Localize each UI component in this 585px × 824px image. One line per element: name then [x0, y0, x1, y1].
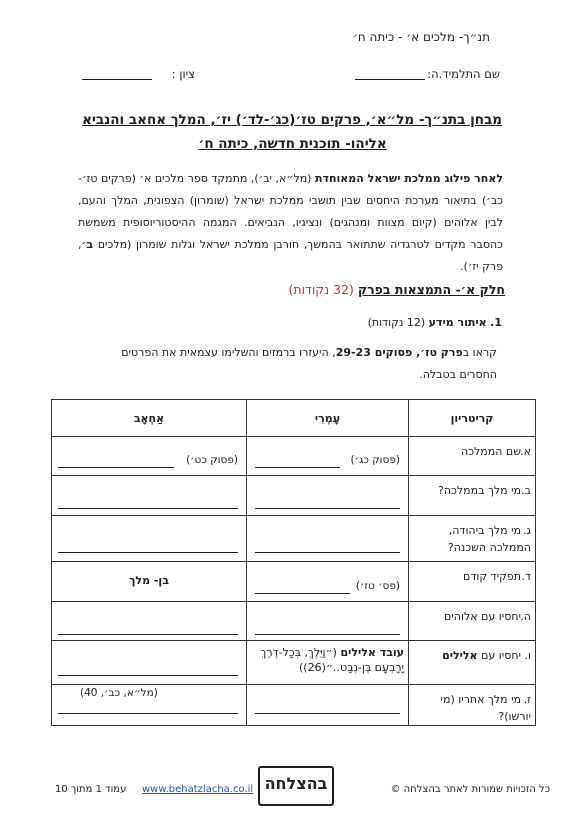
question-1-instructions	[87, 342, 497, 386]
omri-cell	[247, 562, 409, 602]
answer-blank[interactable]	[255, 453, 340, 468]
table-row	[52, 516, 536, 562]
header-criterion: קריטריון	[409, 400, 536, 437]
answer-blank[interactable]	[58, 538, 238, 553]
criterion-cell	[409, 641, 536, 685]
intro-text-2: , פרק יז׳).	[78, 238, 503, 273]
instr-bold: פרק טז׳, פסוקים 29-23	[335, 346, 463, 359]
subject-header: תנ״ך- מלכים א׳ - כיתה ח׳	[352, 30, 490, 44]
instr-pre: קראו ב	[462, 346, 497, 359]
intro-paragraph	[78, 168, 503, 278]
criterion-bold: אלילים	[442, 649, 478, 662]
part-a-title: חלק א׳- התמצאות בפרק	[357, 282, 505, 297]
answer-blank[interactable]	[58, 699, 238, 714]
answer-blank[interactable]	[255, 538, 400, 553]
answer-blank[interactable]	[58, 661, 238, 676]
page-number: עמוד 1 מתוך 10	[55, 784, 127, 795]
site-link[interactable]: www.behatzlacha.co.il	[142, 784, 254, 795]
question-1-points: (12 נקודות)	[367, 316, 426, 329]
instr-post: , היעזרו ברמזים והשלימו עצמאית את הפרטים החסרים בטבלה.	[121, 346, 497, 381]
ahab-verse-note: (מל״א, כב׳, 40)	[80, 687, 158, 699]
grade-field[interactable]	[82, 67, 152, 80]
intro-bold-b: ב׳	[81, 238, 94, 251]
criterion-text: יחסיו עם אלוהים	[444, 610, 521, 623]
ahab-verse-note: (פסוק כט׳)	[186, 454, 238, 466]
table-header-row	[52, 400, 536, 437]
criterion-cell	[409, 437, 536, 476]
omri-idol-quote: (״וַיֵּלֶךְ, בְּכָל-דֶּרֶךְ יָרָבְעָם בֶּן-נְבָט..״(26))	[260, 646, 404, 674]
criterion-text: מי מלך אחריו (מי יורשו)?	[440, 693, 531, 723]
answer-blank[interactable]	[58, 620, 238, 635]
table-row	[52, 602, 536, 641]
criterion-text: תפקיד קודם	[463, 570, 521, 583]
ahab-cell	[52, 602, 247, 641]
question-1-number: 1.	[490, 316, 502, 329]
exam-title-line2: אליהו- תוכנית חדשה, כיתה ח׳	[198, 136, 387, 152]
student-info-row	[60, 67, 500, 85]
omri-verse-note: (פס׳ טז׳)	[355, 580, 400, 592]
exam-title-line1: מבחן בתנ״ך- מל״א׳, פרקים טז׳(כג׳-לד׳) יז׳, המלך אחאב והנביא	[82, 112, 502, 128]
row-letter: ג.	[522, 524, 531, 537]
omri-verse-note: (פסוק כג׳)	[350, 454, 400, 466]
criterion-cell	[409, 516, 536, 562]
header-omri: עָמְרִי	[247, 400, 409, 437]
omri-cell	[247, 602, 409, 641]
intro-bold-start: לאחר פילוג ממלכת ישראל המאוחדת	[314, 172, 503, 185]
answer-blank[interactable]	[255, 699, 400, 714]
row-letter: ו.	[524, 649, 531, 662]
row-letter: א.	[520, 445, 531, 458]
omri-idol-cell	[247, 641, 409, 685]
part-a-points: (32 נקודות)	[288, 282, 354, 297]
header-ahab: אַחְאָב	[52, 400, 247, 437]
criterion-text: שם הממלכה	[461, 445, 521, 458]
omri-cell	[247, 437, 409, 476]
student-name-field[interactable]	[355, 67, 425, 80]
omri-idol-bold: עובד אלילים	[340, 646, 404, 659]
omri-cell	[247, 685, 409, 726]
table-row	[52, 437, 536, 476]
table-row	[52, 685, 536, 726]
ahab-cell	[52, 437, 247, 476]
answer-blank[interactable]	[255, 620, 400, 635]
table-row	[52, 476, 536, 516]
ahab-cell	[52, 476, 247, 516]
grade-label: ציון :	[171, 67, 195, 81]
row-letter: ב.	[521, 484, 531, 497]
answer-blank[interactable]	[58, 494, 238, 509]
criterion-cell	[409, 685, 536, 726]
row-letter: ד.	[521, 570, 531, 583]
question-1-title: איתור מידע	[428, 316, 487, 329]
question-1-heading	[368, 316, 502, 329]
table-row	[52, 562, 536, 602]
intro-text-1: (מל״א, יב׳), מתמקד ספר מלכים א׳ (פרקים טז׳- כב׳) בתיאור מערכת היחסים שבין תושבי ממלכת ישראל (שומרון) הצפונית, המלך והעם, לבין אלוהים (קיום מצוות ומנהגים) ונציגיו, הנביאים. המגמה ההיסטוריוסופית משמשת כהסבר מקדים לטרגדיה שתתואר בהמשך, חורבן ממלכת ישראל וגלות שומרון (מלכים	[78, 172, 503, 251]
answer-blank[interactable]	[255, 579, 350, 594]
omri-cell	[247, 476, 409, 516]
omri-cell	[247, 516, 409, 562]
ahab-cell	[52, 685, 247, 726]
criterion-text: מי מלך ביהודה, הממלכה השכנה?	[447, 524, 531, 554]
table-row	[52, 641, 536, 685]
answer-blank[interactable]	[58, 453, 174, 468]
site-logo: בהצלחה	[258, 766, 334, 806]
criterion-cell	[409, 602, 536, 641]
answer-blank[interactable]	[255, 494, 400, 509]
part-a-heading	[289, 282, 505, 297]
criterion-text: מי מלך בממלכה?	[438, 484, 521, 497]
row-letter: ה.	[520, 610, 531, 623]
copyright-text: כל הזכויות שמורות לאתר בהצלחה ©	[390, 784, 550, 795]
criterion-cell	[409, 476, 536, 516]
info-table	[51, 399, 536, 726]
student-name-label: שם התלמיד.ה:	[427, 67, 500, 81]
ahab-cell	[52, 641, 247, 685]
criterion-cell	[409, 562, 536, 602]
ahab-cell	[52, 516, 247, 562]
ahab-prior-role: בן- מלך	[52, 562, 247, 602]
criterion-text: יחסיו עם	[477, 649, 521, 662]
row-letter: ז.	[523, 693, 531, 706]
